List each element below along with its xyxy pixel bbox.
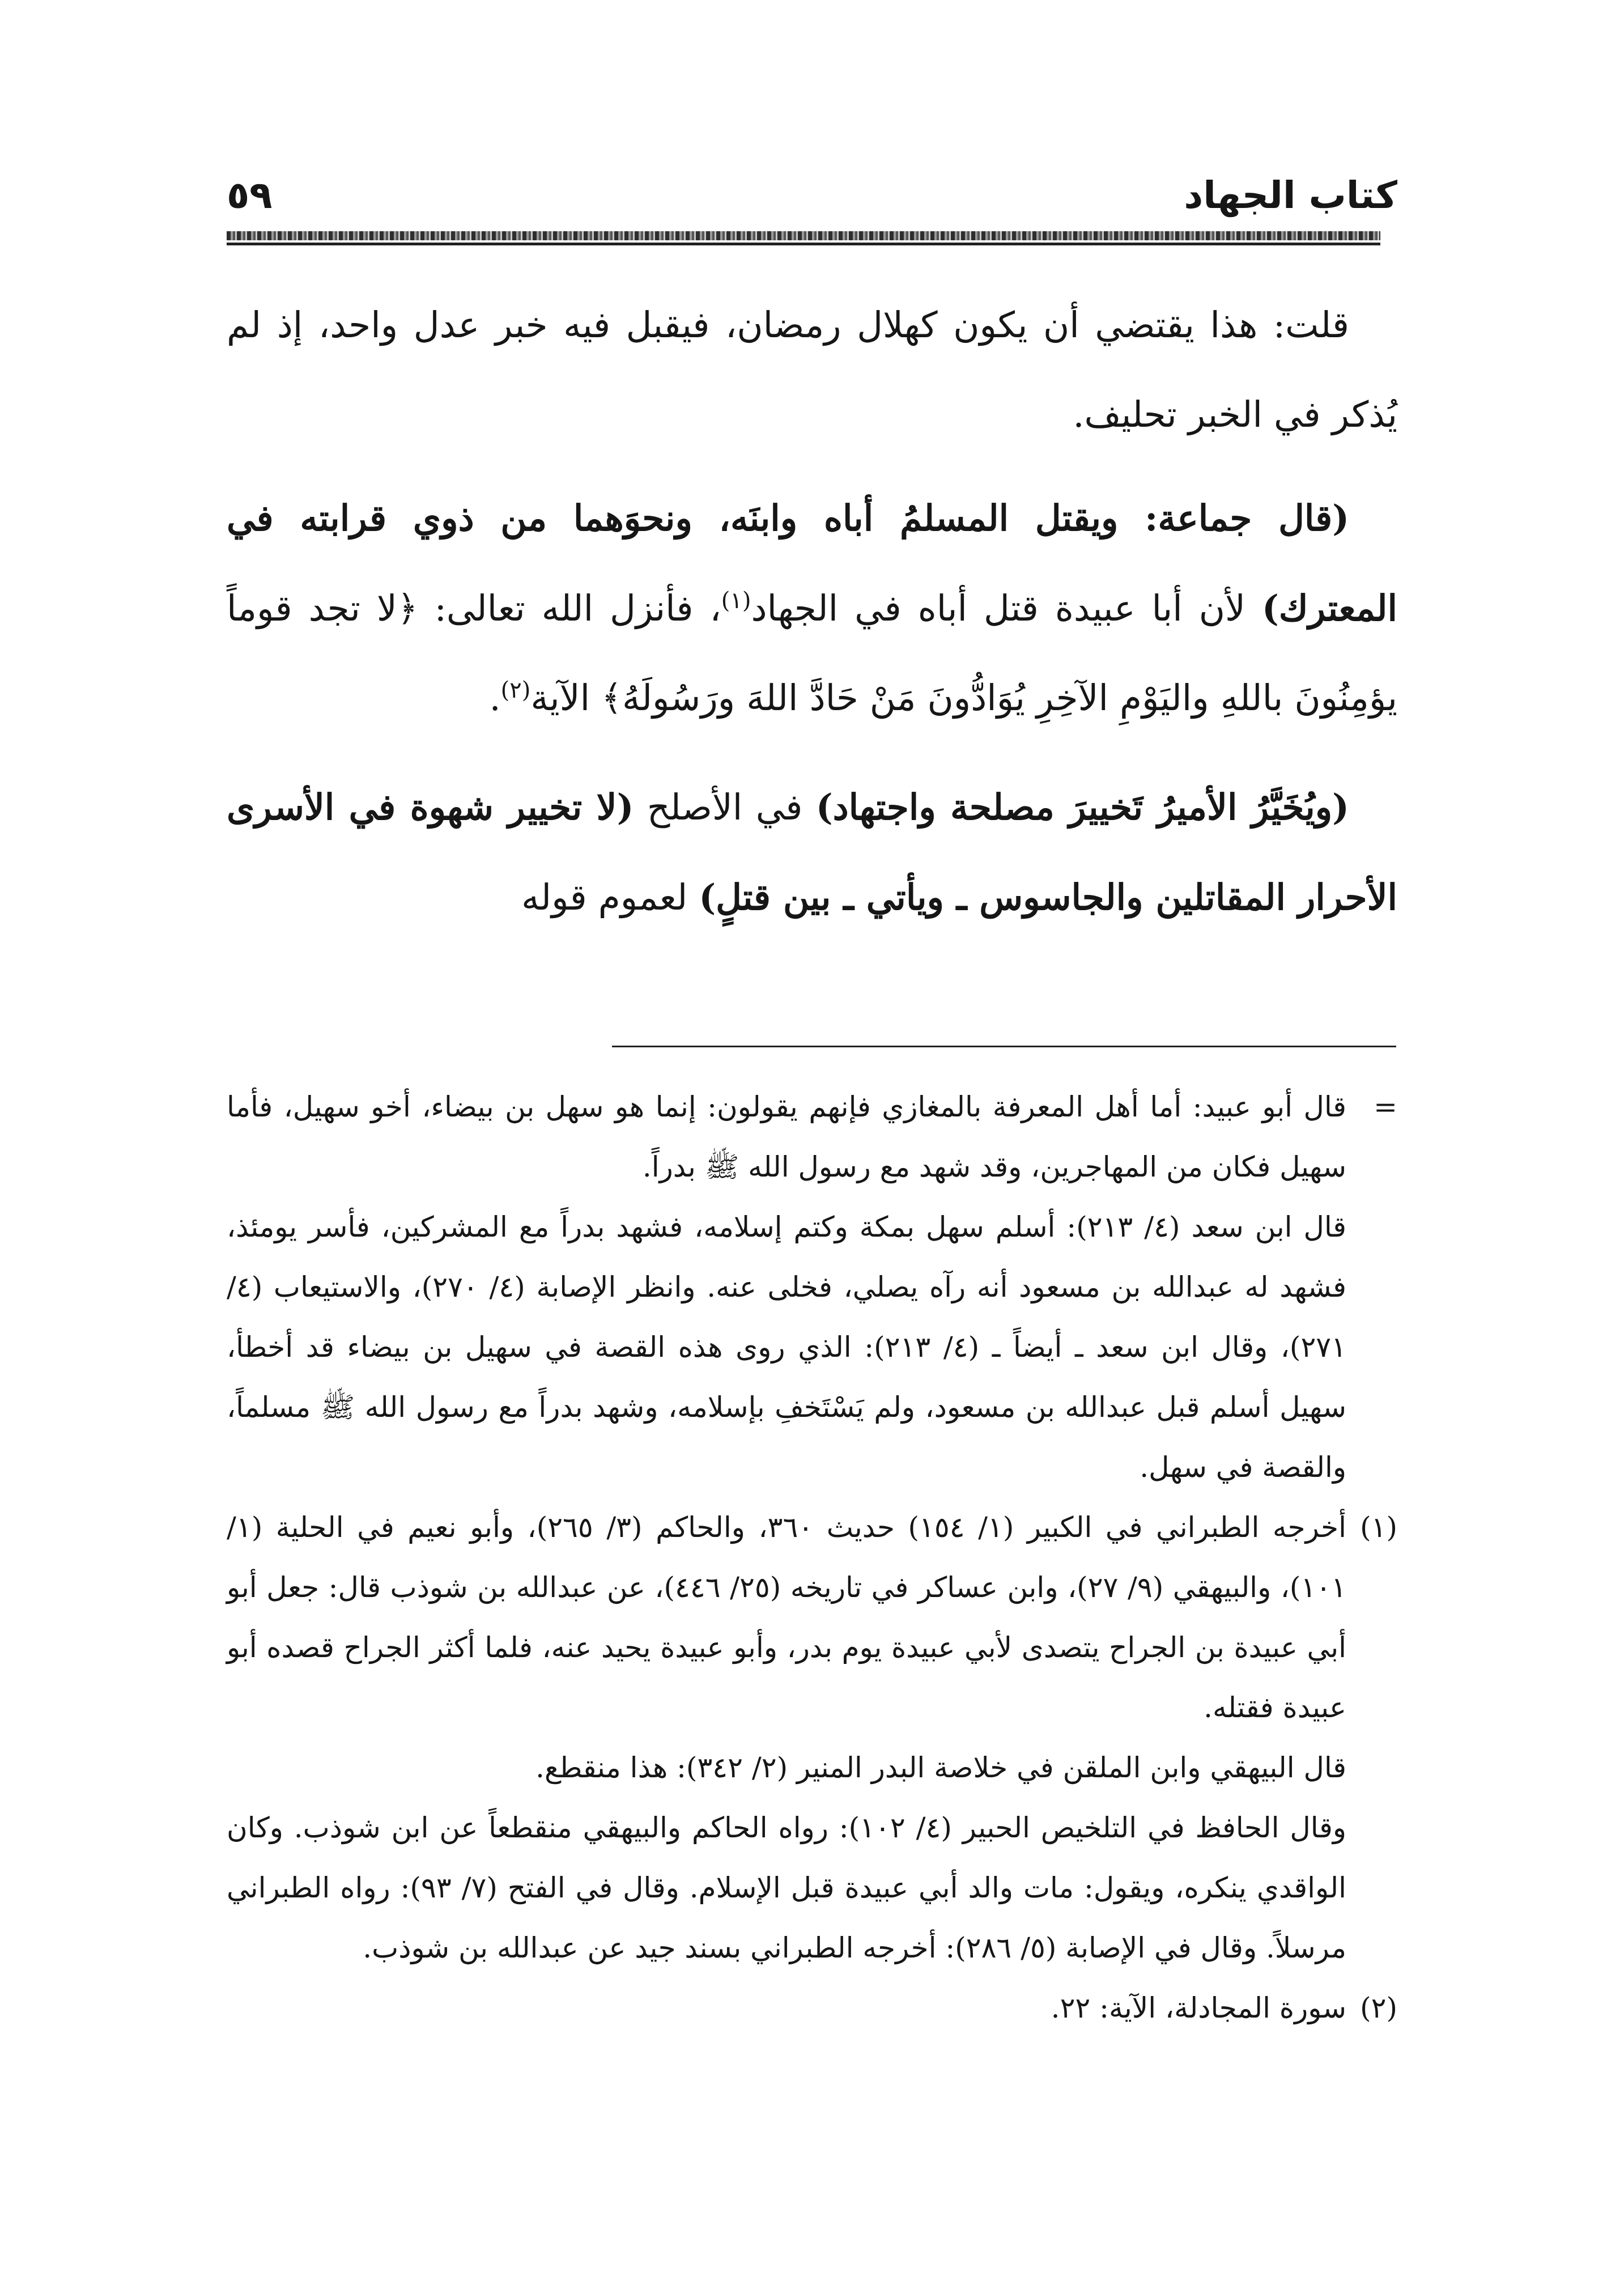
paragraph-2-end: . — [489, 677, 501, 719]
footnote-1-line-2: قال البيهقي وابن الملقن في خلاصة البدر المنير (٢/ ٣٤٢): هذا منقطع. — [535, 1751, 1346, 1784]
footnote-1-marker: (١) — [1360, 1511, 1397, 1544]
paragraph-2 — [227, 473, 1397, 743]
footnotes — [227, 1077, 1397, 2038]
footnote-ref-1: (١) — [721, 588, 751, 614]
book-title: كتاب الجهاد — [1184, 173, 1397, 217]
paragraph-3-matn-2: (لا تخيير شهوة في الأسرى الأحرار المقاتلين والجاسوس ـ ويأتي ـ بين قتلٍ) — [227, 786, 1397, 918]
footnote-2-text: سورة المجادلة، الآية: ٢٢. — [1051, 1991, 1346, 2024]
main-text — [227, 281, 1397, 942]
footnote-separator — [612, 1046, 1396, 1047]
footnote-2-marker: (٢) — [1360, 1991, 1397, 2024]
continuation-line-1: قال أبو عبيد: أما أهل المعرفة بالمغازي فإنهم يقولون: إنما هو سهل بن بيضاء، أخو سهيل، فأما سهيل فكان من المهاجرين، وقد شهد مع رسول الله ﷺ بدراً. — [227, 1090, 1346, 1183]
continuation-line-2: قال ابن سعد (٤/ ٢١٣): أسلم سهل بمكة وكتم إسلامه، فشهد بدراً مع المشركين، فأسر يومئذ، فشهد له عبدالله بن مسعود أنه رآه يصلي، فخلى عنه. وانظر الإصابة (٤/ ٢٧٠)، والاستيعاب (٤/ ٢٧١)، وقال ابن سعد ـ أيضاً ـ (٤/ ٢١٣): الذي روى هذه القصة في سهيل بن بيضاء قد أخطأ، سهيل أسلم قبل عبدالله بن مسعود، ولم يَسْتَخفِ بإسلامه، وشهد بدراً مع رسول الله ﷺ مسلماً، والقصة في سهل. — [227, 1211, 1347, 1484]
paragraph-1-text: قلت: هذا يقتضي أن يكون كهلال رمضان، فيقبل فيه خبر عدل واحد، إذ لم يُذكر في الخبر تحليف. — [227, 304, 1397, 435]
paragraph-3-sharh-2: لعموم قوله — [521, 877, 699, 918]
paragraph-2-matn: (قال جماعة: ويقتل المسلمُ أباه وابنَه، ونحوَهما من ذوي قرابته في المعترك) — [227, 497, 1397, 629]
footnote-1 — [227, 1497, 1397, 1978]
paragraph-3-matn-1: (ويُخَيَّرُ الأميرُ تَخييرَ مصلحة واجتهاد) — [815, 786, 1349, 828]
paragraph-3 — [227, 762, 1397, 942]
footnote-2 — [227, 1978, 1397, 2038]
paragraph-2-sharh-2: ، فأنزل الله تعالى: ﴿لا تجد قوماً يؤمِنُونَ باللهِ واليَوْمِ الآخِرِ يُوَادُّونَ مَنْ حَادَّ اللهَ ورَسُولَهُ﴾ الآية — [227, 588, 1397, 719]
header-rule-line — [227, 243, 1380, 245]
footnote-1-line-1: أخرجه الطبراني في الكبير (١/ ١٥٤) حديث ٣٦٠، والحاكم (٣/ ٢٦٥)، وأبو نعيم في الحلية (١/ ١٠١)، والبيهقي (٩/ ٢٧)، وابن عساكر في تاريخه (٢٥/ ٤٤٦)، عن عبدالله بن شوذب قال: جعل أبو أبي عبيدة بن الجراح يتصدى لأبي عبيدة يوم بدر، وأبو عبيدة يحيد عنه، فلما أكثر الجراح قصده أبو عبيدة فقتله. — [227, 1511, 1347, 1724]
paragraph-3-sharh-1: في الأصلح — [634, 787, 816, 828]
paragraph-2-sharh-1: لأن أبا عبيدة قتل أباه في الجهاد — [751, 588, 1262, 629]
continuation-marker: = — [1374, 1090, 1397, 1123]
footnote-1-line-3: وقال الحافظ في التلخيص الحبير (٤/ ١٠٢): رواه الحاكم والبيهقي منقطعاً عن ابن شوذب. وكان الواقدي ينكره، ويقول: مات والد أبي عبيدة قبل الإسلام. وقال في الفتح (٧/ ٩٣): رواه الطبراني مرسلاً. وقال في الإصابة (٥/ ٢٨٦): أخرجه الطبراني بسند جيد عن عبدالله بن شوذب. — [227, 1811, 1346, 1964]
page-number: ٥٩ — [227, 173, 273, 217]
paragraph-1 — [227, 281, 1397, 460]
header-decorative-rule — [227, 231, 1380, 240]
footnote-ref-2: (٢) — [500, 677, 531, 703]
footnote-continuation — [227, 1077, 1397, 1497]
running-head — [227, 170, 1397, 232]
